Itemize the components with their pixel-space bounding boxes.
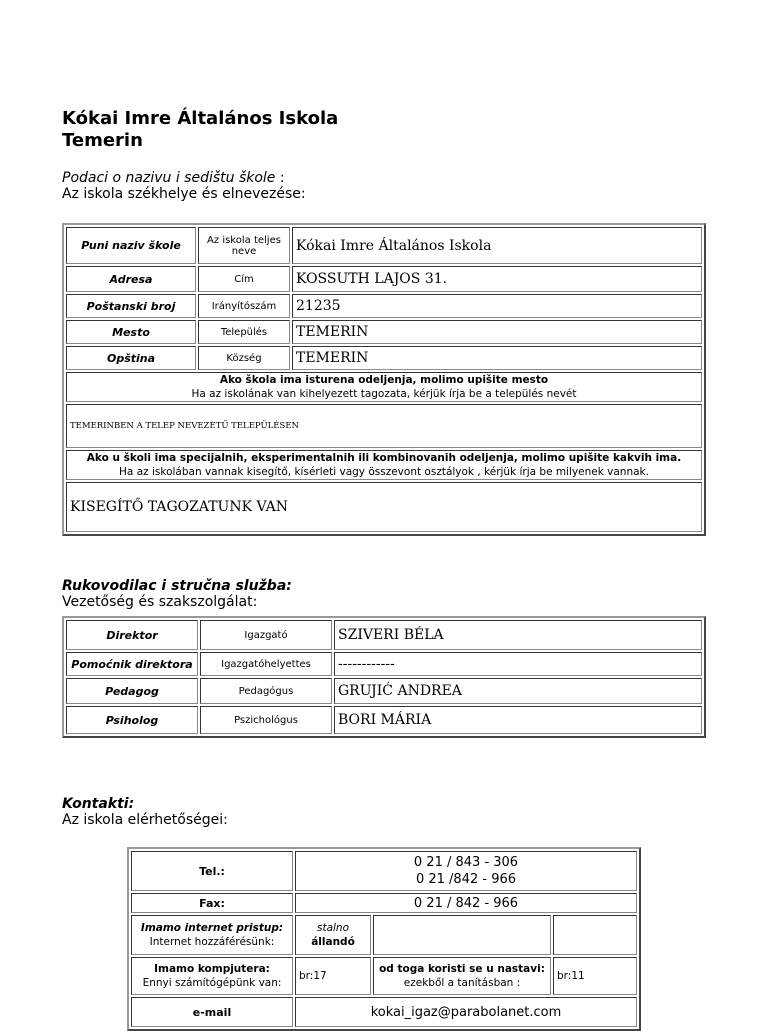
branch-value: TEMERINBEN A TELEP NEVEZETŰ TELEPÜLÉSEN [66,404,702,448]
label-address-sr: Adresa [66,266,196,292]
value-deputy: ------------ [334,652,702,676]
label-postal-sr: Poštanski broj [66,294,196,318]
section1-title-suffix: : [275,170,285,186]
label-director-hu: Igazgató [200,620,332,650]
label-psychologist-hu: Pszichológus [200,706,332,734]
label-computers-hu: Ennyi számítógépünk van: [142,977,282,989]
label-internet [131,915,293,955]
label-computers [131,957,293,995]
value-internet-hu: állandó [311,936,355,948]
section2-title-sr: Rukovodilac i stručna služba: [62,578,292,594]
section1-heading [62,170,306,202]
label-postal-hu: Irányítószám [198,294,290,318]
section2-title-hu: Vezetőség és szakszolgálat: [62,594,258,610]
value-place: TEMERIN [292,320,702,344]
label-teaching [373,957,551,995]
value-address: KOSSUTH LAJOS 31. [292,266,702,292]
table-row [131,997,637,1027]
value-teaching: br:11 [553,957,637,995]
label-municipality-hu: Község [198,346,290,370]
value-director: SZIVERI BÉLA [334,620,702,650]
section3-heading [62,796,228,828]
special-value: KISEGÍTŐ TAGOZATUNK VAN [66,482,702,532]
table-row [66,227,702,264]
table-row [131,957,637,995]
tel-number-2: 0 21 /842 - 966 [415,872,517,887]
label-municipality-sr: Opština [66,346,196,370]
label-place-sr: Mesto [66,320,196,344]
branch-note-hu: Ha az iskolának van kihelyezett tagozata, kérjük írja be a település nevét [191,388,577,400]
label-director-sr: Direktor [66,620,198,650]
table-row [66,294,702,318]
value-postal: 21235 [292,294,702,318]
table-row [66,320,702,344]
school-info-table [62,223,706,536]
tel-number-1: 0 21 / 843 - 306 [413,855,519,870]
value-computers: br:17 [295,957,371,995]
value-internet-sr: stalno [316,922,350,934]
branch-note-sr: Ako škola ima isturena odeljenja, molimo upišite mesto [219,374,549,386]
management-table [62,616,706,738]
label-computers-sr: Imamo kompjutera: [154,963,270,975]
table-row [66,450,702,480]
value-tel [295,851,637,891]
special-note-sr: Ako u školi ima specijalnih, eksperimentalnih ili kombinovanih odeljenja, molimo upišite kakvih ima. [86,452,682,464]
value-full-name: Kókai Imre Általános Iskola [292,227,702,264]
page-title [62,108,338,152]
label-internet-hu: Internet hozzáférésünk: [149,936,275,948]
section1-title-hu: Az iskola székhelye és elnevezése: [62,186,306,202]
section3-title-sr: Kontakti: [62,796,135,812]
value-pedagogue: GRUJIĆ ANDREA [334,678,702,704]
table-row [66,266,702,292]
value-municipality: TEMERIN [292,346,702,370]
table-row [66,620,702,650]
label-psychologist-sr: Psiholog [66,706,198,734]
contacts-table [127,847,641,1031]
table-row [66,482,702,532]
label-pedagogue-sr: Pedagog [66,678,198,704]
label-teaching-hu: ezekből a tanításban : [403,977,521,989]
label-tel: Tel.: [131,851,293,891]
special-note [66,450,702,480]
value-internet [295,915,371,955]
value-psychologist: BORI MÁRIA [334,706,702,734]
label-internet-sr: Imamo internet pristup: [140,922,284,934]
table-row [66,372,702,402]
table-row [131,893,637,913]
section1-title-sr: Podaci o nazivu i sedištu škole [62,170,276,186]
label-pedagogue-hu: Pedagógus [200,678,332,704]
table-row [66,346,702,370]
table-row [66,404,702,448]
town-name: Temerin [62,130,143,151]
value-email[interactable]: kokai_igaz@parabolanet.com [295,997,637,1027]
label-deputy-hu: Igazgatóhelyettes [200,652,332,676]
section2-heading [62,578,292,610]
table-row [66,706,702,734]
label-fax: Fax: [131,893,293,913]
value-fax: 0 21 / 842 - 966 [295,893,637,913]
empty-cell [553,915,637,955]
branch-note [66,372,702,402]
table-row [66,678,702,704]
label-full-name-hu: Az iskola teljes neve [198,227,290,264]
special-note-hu: Ha az iskolában vannak kisegítő, kísérleti vagy összevont osztályok , kérjük írja be milyenek vannak. [119,466,649,478]
label-place-hu: Település [198,320,290,344]
table-row [131,915,637,955]
label-address-hu: Cím [198,266,290,292]
label-email: e-mail [131,997,293,1027]
empty-cell [373,915,551,955]
table-row [131,851,637,891]
table-row [66,652,702,676]
school-name: Kókai Imre Általános Iskola [62,108,339,129]
label-full-name-sr: Puni naziv škole [66,227,196,264]
label-deputy-sr: Pomoćnik direktora [66,652,198,676]
label-teaching-sr: od toga koristi se u nastavi: [379,963,545,975]
section3-title-hu: Az iskola elérhetőségei: [62,812,228,828]
